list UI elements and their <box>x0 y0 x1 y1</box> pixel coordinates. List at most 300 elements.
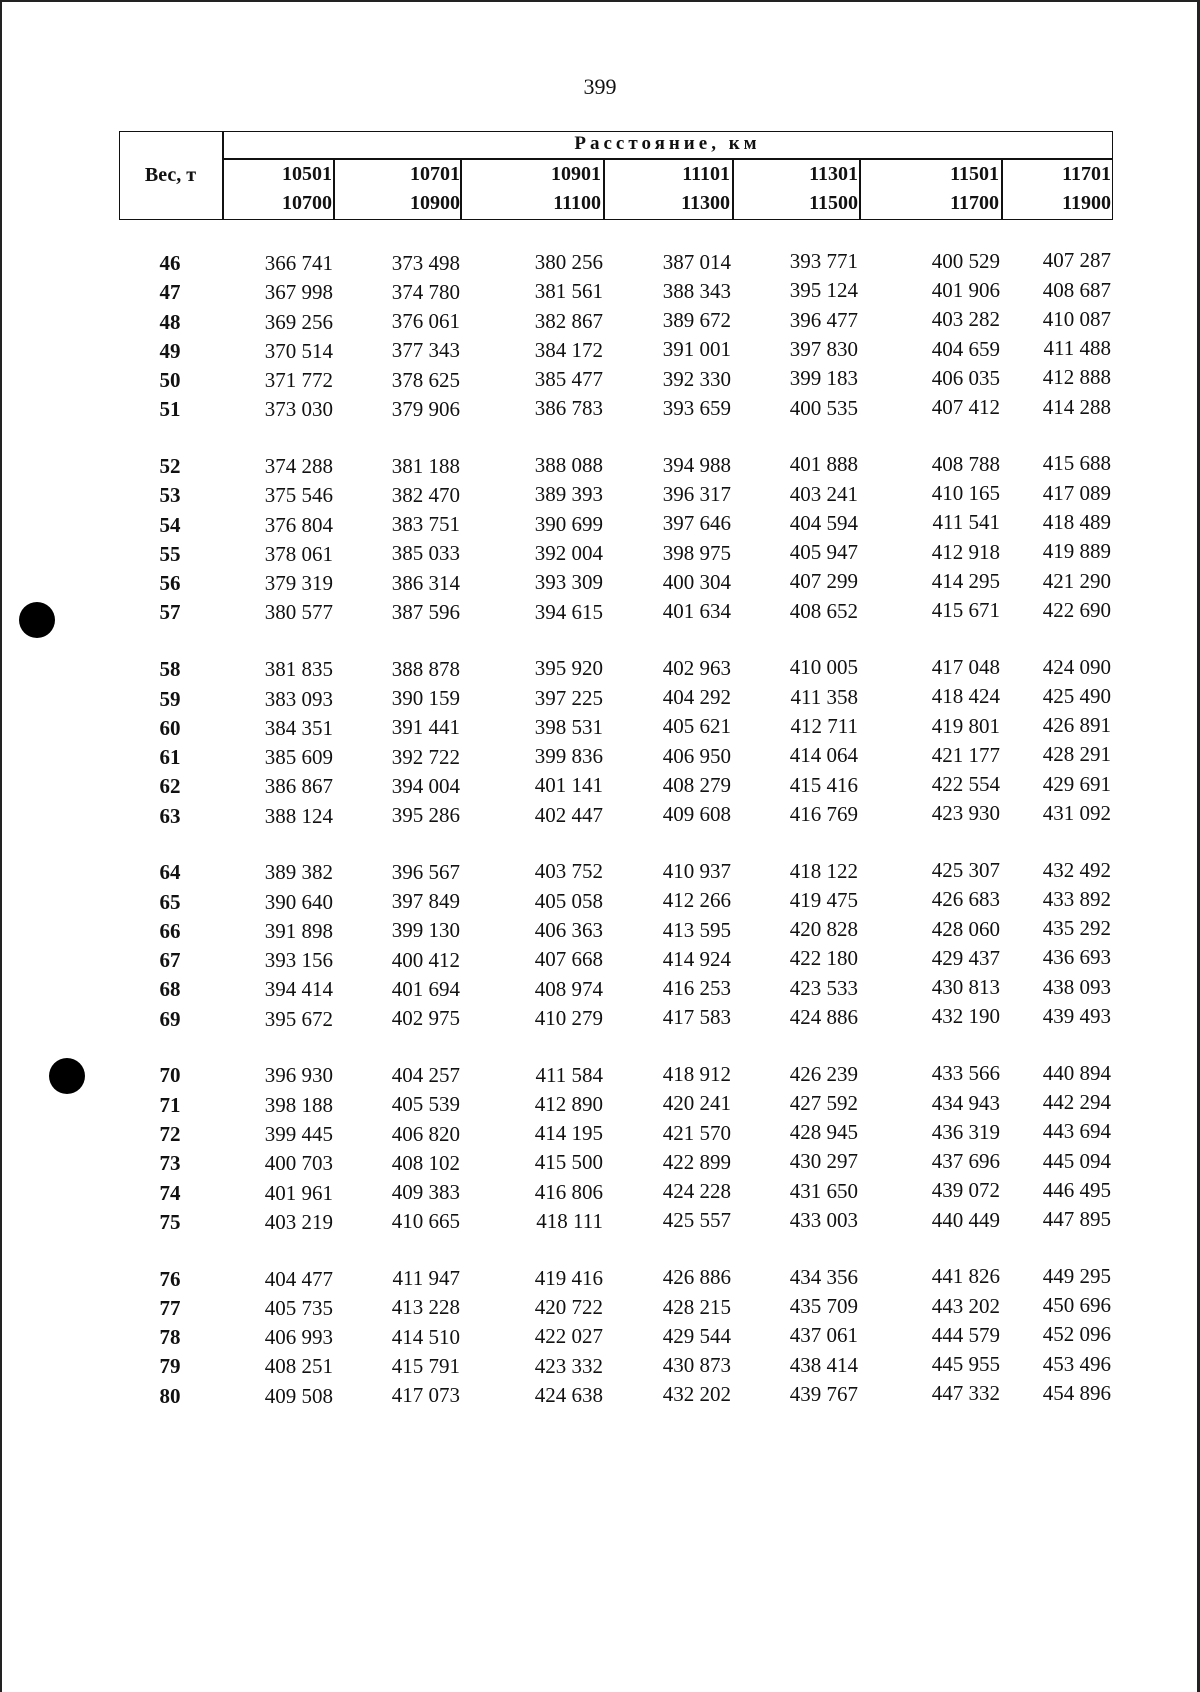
tariff-value-cell: 423 533 <box>789 975 858 1000</box>
tariff-value-cell: 421 177 <box>931 742 1000 767</box>
tariff-value-cell: 405 947 <box>789 540 858 565</box>
tariff-value-cell: 390 640 <box>264 889 333 914</box>
range-to: 11300 <box>681 192 730 214</box>
weight-cell: 48 <box>159 309 181 334</box>
tariff-value-cell: 400 535 <box>789 395 858 420</box>
tariff-value-cell: 446 495 <box>1042 1177 1111 1202</box>
tariff-value-cell: 405 621 <box>662 714 731 739</box>
tariff-value-cell: 418 489 <box>1042 509 1111 534</box>
weight-cell: 62 <box>159 774 181 799</box>
tariff-value-cell: 380 256 <box>534 250 603 275</box>
tariff-value-cell: 391 898 <box>264 918 333 943</box>
tariff-value-cell: 385 033 <box>391 541 460 566</box>
tariff-value-cell: 374 780 <box>391 279 460 304</box>
weight-cell: 70 <box>159 1063 181 1088</box>
tariff-value-cell: 381 835 <box>264 657 333 682</box>
tariff-value-cell: 439 072 <box>931 1178 1000 1203</box>
range-to: 11500 <box>809 192 858 214</box>
tariff-value-cell: 397 830 <box>789 337 858 361</box>
tariff-value-cell: 423 332 <box>534 1353 603 1378</box>
tariff-value-cell: 392 330 <box>662 366 731 391</box>
tariff-value-cell: 391 001 <box>662 337 731 362</box>
weight-cell: 56 <box>159 571 181 596</box>
tariff-value-cell: 421 290 <box>1042 568 1111 593</box>
tariff-value-cell: 432 492 <box>1042 857 1111 882</box>
tariff-value-cell: 409 383 <box>391 1180 460 1205</box>
weight-header: Вес, т <box>144 164 197 186</box>
tariff-value-cell: 397 646 <box>662 511 731 536</box>
tariff-value-cell: 375 546 <box>264 483 333 508</box>
tariff-value-cell: 388 124 <box>264 803 333 828</box>
tariff-value-cell: 426 891 <box>1042 713 1111 738</box>
tariff-value-cell: 411 358 <box>790 684 858 709</box>
distance-column-header <box>461 160 601 218</box>
tariff-value-cell: 395 920 <box>534 656 603 681</box>
header-column-divider <box>333 160 335 220</box>
tariff-value-cell: 409 608 <box>662 802 731 827</box>
tariff-value-cell: 408 788 <box>931 451 1000 476</box>
weight-cell: 57 <box>159 600 181 625</box>
tariff-value-cell: 385 477 <box>534 367 603 392</box>
tariff-value-cell: 405 539 <box>391 1092 460 1117</box>
range-from: 11701 <box>1062 163 1111 185</box>
tariff-value-cell: 433 566 <box>931 1061 1000 1086</box>
tariff-value-cell: 415 500 <box>534 1150 603 1175</box>
tariff-value-cell: 443 202 <box>931 1293 1000 1318</box>
tariff-value-cell: 379 319 <box>264 571 333 596</box>
page-number: 399 <box>583 74 617 99</box>
tariff-value-cell: 422 554 <box>931 772 1000 797</box>
weight-cell: 58 <box>159 657 181 682</box>
header-column-divider <box>732 160 734 220</box>
tariff-value-cell: 392 004 <box>534 541 603 566</box>
tariff-value-cell: 406 950 <box>662 743 731 768</box>
weight-cell: 54 <box>159 512 181 537</box>
tariff-value-cell: 403 241 <box>789 481 858 506</box>
tariff-value-cell: 367 998 <box>264 280 333 305</box>
weight-cell: 53 <box>159 483 181 508</box>
tariff-value-cell: 386 867 <box>264 774 333 799</box>
tariff-value-cell: 407 299 <box>789 569 858 594</box>
tariff-value-cell: 430 297 <box>789 1149 858 1174</box>
tariff-value-cell: 419 416 <box>534 1265 603 1290</box>
tariff-value-cell: 388 088 <box>534 453 603 478</box>
tariff-value-cell: 398 975 <box>662 540 731 565</box>
tariff-value-cell: 400 529 <box>931 248 1000 273</box>
tariff-value-cell: 396 317 <box>662 482 731 507</box>
tariff-value-cell: 416 806 <box>534 1179 603 1204</box>
tariff-value-cell: 395 672 <box>264 1006 333 1031</box>
binder-hole <box>19 602 55 638</box>
weight-cell: 72 <box>159 1122 181 1147</box>
tariff-value-cell: 383 093 <box>264 686 333 711</box>
weight-cell: 74 <box>159 1180 181 1205</box>
weight-cell: 52 <box>159 454 181 479</box>
tariff-value-cell: 399 183 <box>789 366 858 391</box>
weight-cell: 47 <box>159 280 181 305</box>
range-from: 11501 <box>950 163 999 185</box>
tariff-value-cell: 405 058 <box>534 888 603 913</box>
distance-column-header <box>320 160 460 218</box>
weight-cell: 68 <box>159 977 181 1002</box>
tariff-value-cell: 424 228 <box>662 1179 731 1204</box>
tariff-value-cell: 433 003 <box>789 1208 858 1233</box>
tariff-value-cell: 420 828 <box>789 917 858 942</box>
tariff-value-cell: 441 826 <box>931 1264 1000 1289</box>
tariff-value-cell: 408 687 <box>1042 277 1111 302</box>
header-column-divider <box>1001 160 1003 220</box>
tariff-value-cell: 418 122 <box>789 858 858 883</box>
tariff-value-cell: 400 412 <box>391 947 460 972</box>
tariff-value-cell: 400 304 <box>662 569 731 594</box>
tariff-value-cell: 423 930 <box>931 801 1000 826</box>
tariff-value-cell: 412 266 <box>662 888 731 913</box>
tariff-value-cell: 390 699 <box>534 511 603 536</box>
tariff-value-cell: 430 813 <box>931 975 1000 1000</box>
tariff-value-cell: 424 886 <box>789 1004 858 1029</box>
range-from: 11301 <box>809 163 858 185</box>
tariff-value-cell: 398 188 <box>264 1092 333 1117</box>
tariff-value-cell: 431 092 <box>1042 800 1111 825</box>
weight-cell: 80 <box>159 1383 181 1408</box>
tariff-value-cell: 394 615 <box>534 599 603 624</box>
tariff-value-cell: 389 382 <box>264 860 333 885</box>
tariff-value-cell: 371 772 <box>264 368 333 393</box>
tariff-value-cell: 386 314 <box>391 570 460 595</box>
tariff-value-cell: 436 319 <box>931 1119 1000 1144</box>
tariff-value-cell: 409 508 <box>264 1383 333 1408</box>
tariff-value-cell: 427 592 <box>789 1090 858 1115</box>
tariff-value-cell: 426 239 <box>789 1061 858 1086</box>
tariff-value-cell: 449 295 <box>1042 1263 1111 1288</box>
tariff-value-cell: 410 087 <box>1042 306 1111 331</box>
range-from: 10901 <box>551 163 601 185</box>
tariff-value-cell: 431 650 <box>789 1178 858 1203</box>
tariff-value-cell: 366 741 <box>264 251 333 275</box>
tariff-value-cell: 418 424 <box>931 684 1000 709</box>
tariff-value-cell: 403 752 <box>534 859 603 884</box>
tariff-value-cell: 411 584 <box>535 1062 603 1087</box>
tariff-value-cell: 413 595 <box>662 917 731 942</box>
range-to: 10900 <box>410 192 460 214</box>
weight-cell: 63 <box>159 803 181 828</box>
tariff-value-cell: 450 696 <box>1042 1293 1111 1318</box>
tariff-value-cell: 379 906 <box>391 396 460 421</box>
tariff-value-cell: 412 711 <box>790 713 858 738</box>
tariff-value-cell: 399 130 <box>391 918 460 943</box>
tariff-value-cell: 400 703 <box>264 1151 333 1176</box>
tariff-value-cell: 429 691 <box>1042 771 1111 796</box>
tariff-value-cell: 403 282 <box>931 307 1000 332</box>
tariff-value-cell: 442 294 <box>1042 1090 1111 1115</box>
tariff-value-cell: 401 888 <box>789 452 858 477</box>
tariff-value-cell: 435 292 <box>1042 916 1111 941</box>
tariff-value-cell: 435 709 <box>789 1294 858 1319</box>
tariff-value-cell: 383 751 <box>391 512 460 537</box>
tariff-value-cell: 420 722 <box>534 1294 603 1319</box>
tariff-value-cell: 389 393 <box>534 482 603 507</box>
tariff-value-cell: 424 090 <box>1042 654 1111 679</box>
tariff-value-cell: 397 849 <box>391 889 460 914</box>
tariff-value-cell: 410 279 <box>534 1005 603 1030</box>
tariff-value-cell: 398 531 <box>534 714 603 739</box>
tariff-value-cell: 404 477 <box>264 1266 333 1291</box>
header-column-divider <box>859 160 861 220</box>
tariff-value-cell: 369 256 <box>264 309 333 334</box>
tariff-value-cell: 404 292 <box>662 685 731 710</box>
tariff-value-cell: 425 307 <box>931 858 1000 883</box>
tariff-value-cell: 393 156 <box>264 948 333 973</box>
tariff-value-cell: 433 892 <box>1042 886 1111 911</box>
tariff-value-cell: 426 886 <box>662 1265 731 1290</box>
tariff-value-cell: 417 089 <box>1042 480 1111 505</box>
tariff-value-cell: 394 988 <box>662 452 731 477</box>
tariff-value-cell: 436 693 <box>1042 945 1111 970</box>
tariff-value-cell: 432 190 <box>931 1004 1000 1029</box>
tariff-value-cell: 386 783 <box>534 396 603 421</box>
tariff-value-cell: 417 073 <box>391 1383 460 1408</box>
header-column-divider <box>460 160 462 220</box>
tariff-value-cell: 428 291 <box>1042 742 1111 767</box>
range-to: 11700 <box>950 192 999 214</box>
tariff-value-cell: 445 955 <box>931 1352 1000 1377</box>
weight-cell: 59 <box>159 686 181 711</box>
range-to: 11100 <box>553 192 601 214</box>
tariff-value-cell: 393 659 <box>662 396 731 420</box>
tariff-value-cell: 381 188 <box>391 453 460 478</box>
weight-cell: 76 <box>159 1266 181 1291</box>
tariff-value-cell: 373 498 <box>391 250 460 275</box>
tariff-value-cell: 432 202 <box>662 1382 731 1407</box>
binder-hole <box>49 1058 85 1094</box>
weight-cell: 65 <box>159 889 181 914</box>
tariff-value-cell: 412 890 <box>534 1091 603 1116</box>
range-to: 11900 <box>1062 192 1111 214</box>
tariff-value-cell: 373 030 <box>264 397 333 422</box>
tariff-value-cell: 391 441 <box>391 715 460 740</box>
tariff-value-cell: 407 287 <box>1042 248 1111 273</box>
tariff-value-cell: 374 288 <box>264 454 333 479</box>
tariff-value-cell: 414 064 <box>789 743 858 768</box>
tariff-value-cell: 410 665 <box>391 1209 460 1234</box>
tariff-value-cell: 415 671 <box>931 598 1000 623</box>
tariff-value-cell: 417 583 <box>662 1005 731 1030</box>
tariff-value-cell: 425 490 <box>1042 683 1111 708</box>
range-to: 10700 <box>282 192 332 214</box>
tariff-value-cell: 403 219 <box>264 1209 333 1234</box>
tariff-value-cell: 407 668 <box>534 947 603 972</box>
tariff-value-cell: 434 356 <box>789 1264 858 1289</box>
tariff-value-cell: 419 889 <box>1042 539 1111 564</box>
weight-cell: 64 <box>159 860 181 885</box>
tariff-value-cell: 385 609 <box>264 745 333 770</box>
tariff-value-cell: 444 579 <box>931 1322 1000 1347</box>
tariff-value-cell: 396 477 <box>789 307 858 332</box>
tariff-value-cell: 438 414 <box>789 1352 858 1377</box>
tariff-value-cell: 434 943 <box>931 1090 1000 1115</box>
tariff-value-cell: 388 878 <box>391 656 460 681</box>
tariff-value-cell: 395 124 <box>789 278 858 303</box>
tariff-value-cell: 402 447 <box>534 802 603 827</box>
tariff-value-cell: 399 445 <box>264 1122 333 1147</box>
tariff-value-cell: 440 449 <box>931 1207 1000 1232</box>
distance-header: Расстояние, км <box>574 133 761 154</box>
tariff-value-cell: 389 672 <box>662 308 731 333</box>
tariff-value-cell: 421 570 <box>662 1120 731 1145</box>
tariff-value-cell: 401 634 <box>662 599 731 624</box>
weight-cell: 50 <box>159 368 181 393</box>
tariff-value-cell: 415 688 <box>1042 451 1111 476</box>
weight-cell: 61 <box>159 745 181 770</box>
tariff-value-cell: 401 141 <box>534 773 603 798</box>
tariff-value-cell: 443 694 <box>1042 1119 1111 1144</box>
tariff-value-cell: 439 767 <box>789 1381 858 1406</box>
tariff-value-cell: 411 947 <box>392 1266 460 1291</box>
weight-cell: 51 <box>159 397 181 422</box>
tariff-value-cell: 412 918 <box>931 539 1000 564</box>
tariff-value-cell: 424 638 <box>534 1382 603 1407</box>
tariff-value-cell: 425 557 <box>662 1208 731 1233</box>
tariff-value-cell: 410 937 <box>662 859 731 883</box>
tariff-value-cell: 419 475 <box>789 887 858 912</box>
distance-column-header <box>590 160 730 218</box>
tariff-value-cell: 429 544 <box>662 1323 731 1348</box>
header-column-divider <box>603 160 605 220</box>
tariff-value-cell: 411 541 <box>932 510 1000 535</box>
distance-column-header <box>971 160 1111 218</box>
tariff-value-cell: 429 437 <box>931 945 1000 970</box>
tariff-value-cell: 396 930 <box>264 1063 333 1088</box>
tariff-value-cell: 406 820 <box>391 1121 460 1146</box>
tariff-value-cell: 408 251 <box>264 1354 333 1379</box>
weight-cell: 49 <box>159 338 181 363</box>
weight-cell: 78 <box>159 1325 181 1350</box>
weight-cell: 66 <box>159 918 181 943</box>
weight-cell: 77 <box>159 1295 181 1320</box>
weight-cell: 79 <box>159 1354 181 1379</box>
tariff-value-cell: 399 836 <box>534 744 603 769</box>
tariff-value-cell: 406 993 <box>264 1325 333 1350</box>
tariff-value-cell: 422 899 <box>662 1149 731 1174</box>
tariff-value-cell: 393 309 <box>534 570 603 595</box>
tariff-value-cell: 437 696 <box>931 1149 1000 1174</box>
tariff-value-cell: 415 791 <box>391 1353 460 1378</box>
weight-cell: 67 <box>159 948 181 973</box>
tariff-value-cell: 416 769 <box>789 801 858 826</box>
tariff-value-cell: 428 215 <box>662 1294 731 1319</box>
tariff-value-cell: 393 771 <box>789 249 858 274</box>
tariff-value-cell: 384 172 <box>534 337 603 362</box>
tariff-value-cell: 387 014 <box>662 249 731 274</box>
tariff-value-cell: 407 412 <box>931 395 1000 420</box>
tariff-value-cell: 390 159 <box>391 686 460 711</box>
tariff-value-cell: 422 027 <box>534 1324 603 1349</box>
tariff-value-cell: 420 241 <box>662 1091 731 1116</box>
tariff-value-cell: 382 470 <box>391 482 460 507</box>
tariff-value-cell: 392 722 <box>391 744 460 769</box>
tariff-value-cell: 414 295 <box>931 568 1000 593</box>
tariff-value-cell: 413 228 <box>391 1295 460 1320</box>
tariff-value-cell: 408 974 <box>534 976 603 1001</box>
tariff-value-cell: 370 514 <box>264 338 333 363</box>
tariff-value-cell: 395 286 <box>391 803 460 828</box>
range-from: 11101 <box>682 163 730 185</box>
tariff-value-cell: 428 060 <box>931 916 1000 941</box>
weight-cell: 75 <box>159 1209 181 1234</box>
tariff-value-cell: 387 596 <box>391 600 460 625</box>
tariff-value-cell: 401 961 <box>264 1180 333 1205</box>
tariff-value-cell: 440 894 <box>1042 1060 1111 1085</box>
tariff-value-cell: 437 061 <box>789 1323 858 1348</box>
tariff-value-cell: 408 102 <box>391 1150 460 1175</box>
range-from: 10501 <box>282 163 332 185</box>
tariff-value-cell: 404 257 <box>391 1063 460 1088</box>
tariff-value-cell: 381 561 <box>534 279 603 304</box>
distance-column-header <box>718 160 858 218</box>
tariff-value-cell: 418 912 <box>662 1062 731 1087</box>
tariff-value-cell: 388 343 <box>662 278 731 303</box>
tariff-value-cell: 453 496 <box>1042 1351 1111 1376</box>
tariff-value-cell: 426 683 <box>931 887 1000 912</box>
tariff-value-cell: 418 111 <box>536 1208 603 1233</box>
tariff-value-cell: 417 048 <box>931 654 1000 679</box>
tariff-value-cell: 382 867 <box>534 308 603 333</box>
tariff-value-cell: 396 567 <box>391 859 460 884</box>
tariff-value-cell: 412 888 <box>1042 365 1111 390</box>
tariff-value-cell: 414 510 <box>391 1324 460 1349</box>
tariff-value-cell: 406 035 <box>931 365 1000 390</box>
scan-edge-left <box>0 0 2 1692</box>
tariff-value-cell: 401 906 <box>931 278 1000 303</box>
tariff-value-cell: 377 343 <box>391 338 460 363</box>
tariff-value-cell: 416 253 <box>662 976 731 1001</box>
tariff-value-cell: 404 594 <box>789 510 858 535</box>
weight-cell: 69 <box>159 1006 181 1031</box>
weight-cell: 60 <box>159 715 181 740</box>
tariff-value-cell: 402 975 <box>391 1006 460 1031</box>
tariff-value-cell: 422 690 <box>1042 597 1111 622</box>
tariff-value-cell: 439 493 <box>1042 1004 1111 1028</box>
tariff-value-cell: 405 735 <box>264 1295 333 1320</box>
tariff-value-cell: 397 225 <box>534 685 603 710</box>
scan-edge-top <box>0 0 1200 2</box>
tariff-value-cell: 422 180 <box>789 946 858 971</box>
tariff-value-cell: 438 093 <box>1042 974 1111 999</box>
tariff-value-cell: 384 351 <box>264 715 333 740</box>
tariff-value-cell: 408 652 <box>789 598 858 623</box>
tariff-value-cell: 378 625 <box>391 367 460 392</box>
tariff-value-cell: 408 279 <box>662 772 731 797</box>
tariff-value-cell: 410 005 <box>789 655 858 680</box>
tariff-value-cell: 415 416 <box>789 772 858 797</box>
tariff-value-cell: 406 363 <box>534 918 603 942</box>
tariff-value-cell: 447 332 <box>931 1381 1000 1406</box>
tariff-value-cell: 376 061 <box>391 309 460 334</box>
tariff-value-cell: 394 414 <box>264 977 333 1002</box>
tariff-value-cell: 394 004 <box>391 773 460 798</box>
tariff-value-cell: 414 924 <box>662 946 731 971</box>
tariff-value-cell: 454 896 <box>1042 1380 1111 1405</box>
distance-column-header <box>192 160 332 218</box>
tariff-value-cell: 411 488 <box>1043 336 1111 361</box>
weight-cell: 55 <box>159 541 181 566</box>
tariff-value-cell: 414 195 <box>534 1121 603 1146</box>
weight-cell: 73 <box>159 1151 181 1176</box>
tariff-value-cell: 380 577 <box>264 600 333 625</box>
tariff-value-cell: 428 945 <box>789 1120 858 1145</box>
tariff-value-cell: 401 694 <box>391 976 460 1001</box>
tariff-value-cell: 430 873 <box>662 1353 731 1378</box>
